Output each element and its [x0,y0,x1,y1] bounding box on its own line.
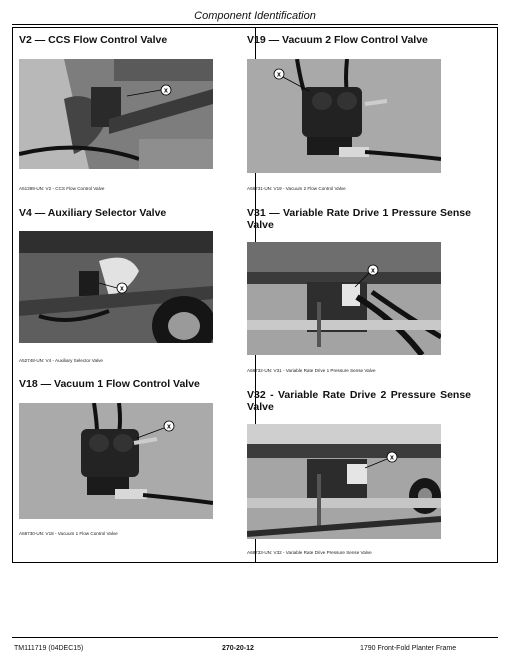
svg-text:x: x [120,285,124,293]
caption-v4: A52748-UN: V4 - Auxiliary Selector Valve [19,358,103,363]
svg-text:x: x [164,87,168,95]
footer-rule [12,637,498,638]
section-v4-title: V4 — Auxiliary Selector Valve [19,207,167,219]
footer-page-number: 270-20-12 [222,645,254,652]
caption-v31: A68732-UN: V31 - Variable Rate Drive 1 Pressure Sense Valve [247,368,376,373]
photo-v18-vacuum-1-flow-control-valve [19,403,213,519]
svg-text:x: x [390,454,394,462]
caption-v2: A51399-UN: V2 - CCS Flow Control Valve [19,186,105,191]
photo-v19-vacuum-2-flow-control-valve [247,59,441,173]
content-frame [12,27,498,563]
svg-text:x: x [167,423,171,431]
page-header-title: Component Identification [194,10,316,22]
section-v32 [247,389,471,413]
section-v4 [19,207,211,219]
photo-v4-auxiliary-selector-valve [19,231,213,343]
svg-text:x: x [371,267,375,275]
section-v31-title: V31 — Variable Rate Drive 1 Pressure Sense Valve [247,207,471,231]
caption-v18: A68730-UN: V18 - Vacuum 1 Flow Control Valve [19,531,118,536]
footer-doc-id: TM111719 (04DEC15) [14,645,84,652]
section-v2 [19,34,211,46]
section-v18 [19,378,243,390]
section-v2-title: V2 — CCS Flow Control Valve [19,34,168,46]
section-v19-title: V19 — Vacuum 2 Flow Control Valve [247,34,428,46]
svg-text:x: x [277,71,281,79]
section-v18-title: V18 — Vacuum 1 Flow Control Valve [19,378,200,390]
caption-v32: A68733-UN: V32 - Variable Rate Drive Pressure Sense Valve [247,550,372,555]
footer-manual-title: 1790 Front-Fold Planter Frame [360,645,457,652]
photo-v31-variable-rate-drive-1-pressure-sense-valve [247,242,441,355]
photo-v32-variable-rate-drive-2-pressure-sense-valve [247,424,441,539]
caption-v19: A68731-UN: V19 - Vacuum 2 Flow Control Valve [247,186,346,191]
section-v31 [247,207,471,231]
header-rule [12,24,498,25]
photo-v2-ccs-flow-control-valve [19,59,213,169]
section-v32-title: V32 - Variable Rate Drive 2 Pressure Sense Valve [247,389,471,413]
section-v19 [247,34,467,46]
